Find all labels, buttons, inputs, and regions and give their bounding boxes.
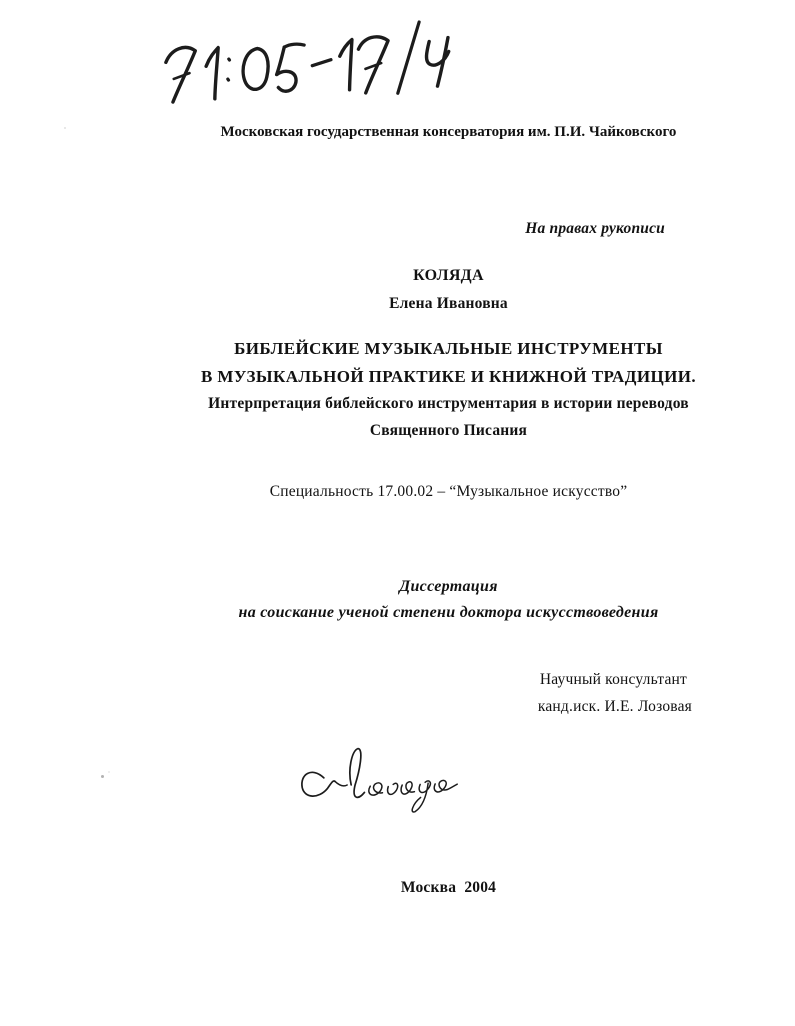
scan-speck [101, 775, 104, 778]
author-surname: КОЛЯДА [413, 267, 484, 284]
handwritten-signature [293, 739, 460, 821]
title-line-1: БИБЛЕЙСКИЕ МУЗЫКАЛЬНЫЕ ИНСТРУМЕНТЫ [234, 339, 663, 358]
handwritten-catalog-number [156, 14, 456, 107]
consultant-name: канд.иск. И.Е. Лозовая [537, 698, 692, 715]
thesis-type-line-1: Диссертация [399, 578, 498, 595]
thesis-type-line-2: на соискание ученой степени доктора искусствоведения [238, 604, 659, 621]
specialty-line: Специальность 17.00.02 – “Музыкальное искусство” [269, 483, 628, 500]
author-given-name: Елена Ивановна [389, 295, 508, 312]
scan-speck [108, 771, 110, 773]
subtitle-line-2: Священного Писания [369, 422, 528, 439]
title-line-2: В МУЗЫКАЛЬНОЙ ПРАКТИКЕ И КНИЖНОЙ ТРАДИЦИИ. [201, 367, 696, 386]
subtitle-line-1: Интерпретация библейского инструментария в истории переводов [208, 395, 689, 412]
city-year-line: Москва 2004 [400, 879, 497, 896]
scan-speck [64, 127, 66, 129]
manuscript-rights-note: На правах рукописи [525, 220, 665, 237]
consultant-label: Научный консультант [539, 671, 687, 688]
institution-line: Московская государственная консерватория им. П.И. Чайковского [220, 124, 677, 140]
